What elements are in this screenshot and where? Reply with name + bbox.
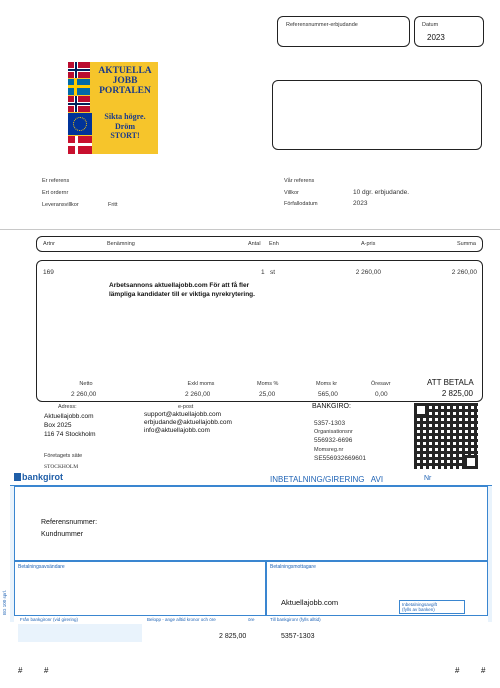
belopp-value: 2 825,00 xyxy=(219,633,247,640)
recipient-address-box xyxy=(272,80,482,150)
reference-number-label: Referensnummer-erbjudande xyxy=(286,22,358,28)
bankgirot-logo: bankgirot xyxy=(14,472,63,482)
reference-area xyxy=(14,486,488,561)
momsreg-label: Momsreg.nr xyxy=(314,447,344,453)
netto-label: Netto xyxy=(79,381,93,387)
row-apris: 2 260,00 xyxy=(355,269,381,276)
col-apris: A-pris xyxy=(361,241,376,247)
bankgiro-label: BANKGIRO: xyxy=(312,403,351,410)
betalningsavsandare-box xyxy=(14,561,266,616)
belopp-label: Belopp - ange alltid kronor och öre xyxy=(147,617,216,622)
leveransvillkor-label: Leveransvillkor xyxy=(42,202,79,208)
norway-flag xyxy=(68,62,90,78)
row-enh: st xyxy=(270,269,276,276)
eu-flag xyxy=(68,113,92,135)
logo-title: AKTUELLA JOBB PORTALEN xyxy=(98,66,152,96)
moms-pct-value: 25,00 xyxy=(259,391,276,398)
var-referens-label: Vår referens xyxy=(284,178,315,184)
moms-pct-label: Moms % xyxy=(257,381,279,387)
betalningsmottagare-box xyxy=(266,561,488,616)
netto-value: 2 260,00 xyxy=(71,391,97,398)
leveransvillkor-value: Fritt xyxy=(108,202,118,208)
ert-ordernr-label: Ert ordernr xyxy=(42,190,69,196)
mottagare-name: Aktuellajobb.com xyxy=(281,598,339,607)
fran-bankgiro-field[interactable] xyxy=(18,624,142,642)
logo-slogan: Sikta högre. Dröm STORT! xyxy=(104,112,146,140)
exkl-moms-label: Exkl moms xyxy=(187,381,215,387)
items-table-header xyxy=(36,236,483,252)
reference-number-box xyxy=(277,16,410,47)
fold-line xyxy=(0,229,500,230)
att-betala-value: 2 825,00 xyxy=(441,389,473,398)
villkor-label: Villkor xyxy=(284,190,299,196)
sweden-flag xyxy=(68,79,90,95)
ocr-hash-4: # xyxy=(481,666,486,675)
ore-label: öre xyxy=(248,617,255,622)
slip-title: INBETALNING/GIRERING AVI xyxy=(270,475,384,484)
date-box xyxy=(414,16,484,47)
inbetalningsavgift-label: Inbetalningsavgift (fylls av banken) xyxy=(399,600,465,614)
slip-shade-right xyxy=(488,486,492,622)
col-benamning: Benämning xyxy=(107,241,135,247)
foretagets-sate-label: Företagets säte xyxy=(44,453,83,459)
moms-kr-value: 565,00 xyxy=(318,391,338,398)
till-bankgiro-label: Till bankgironr (fylls alltid) xyxy=(270,617,321,622)
col-enh: Enh xyxy=(269,241,279,247)
bankgiro-value: 5357-1303 xyxy=(314,420,346,427)
payment-qr-code xyxy=(414,403,478,469)
ocr-hash-1: # xyxy=(18,666,23,675)
slip-nr-label: Nr xyxy=(424,475,432,482)
forfallodatum-value: 2023 xyxy=(353,200,368,207)
col-artnr: Artnr xyxy=(43,241,55,247)
row-antal: 1 xyxy=(261,269,265,276)
date-label: Datum xyxy=(422,22,439,28)
kundnummer-label: Kundnummer xyxy=(41,531,84,538)
items-table-body xyxy=(36,260,483,402)
epost-info[interactable]: info@aktuellajobb.com xyxy=(144,427,210,434)
denmark-flag xyxy=(68,136,92,154)
att-betala-label: ATT BETALA xyxy=(427,378,474,387)
exkl-moms-value: 2 260,00 xyxy=(185,391,211,398)
norway-flag-2 xyxy=(68,96,90,112)
adress-block: Aktuellajobb.com Box 2025 116 74 Stockholm xyxy=(44,413,96,438)
date-value: 2023 xyxy=(427,33,445,42)
foretagets-sate-value: STOCKHOLM xyxy=(44,464,79,470)
orgnr-label: Organisationsnr xyxy=(314,429,353,435)
slip-bottom-row xyxy=(14,616,488,644)
betalningsavsandare-label: Betalningsavsändare xyxy=(18,564,65,570)
company-logo xyxy=(68,62,158,154)
orgnr-value: 556932-6696 xyxy=(314,437,353,444)
epost-support[interactable]: support@aktuellajobb.com xyxy=(144,411,222,418)
slip-side-text: BG 100 sprl. xyxy=(2,589,8,616)
oresavr-value: 0,00 xyxy=(375,391,388,398)
row-description: Arbetsannons aktuellajobb.com För att få fler lämpliga kandidater till er viktiga nyrekrytering. xyxy=(109,282,255,298)
moms-kr-label: Moms kr xyxy=(316,381,338,387)
referensnummer-label: Referensnummer: xyxy=(41,519,98,526)
row-artnr: 169 xyxy=(43,269,54,276)
forfallodatum-label: Förfallodatum xyxy=(284,201,318,207)
ocr-hash-3: # xyxy=(455,666,460,675)
epost-label: e-post xyxy=(178,404,194,410)
bankgirot-logo-mark xyxy=(14,473,21,481)
till-bankgiro-value: 5357-1303 xyxy=(281,633,315,640)
momsreg-value: SE556932669601 xyxy=(314,455,367,462)
villkor-value: 10 dgr. erbjudande. xyxy=(353,189,410,196)
betalningsmottagare-label: Betalningsmottagare xyxy=(270,564,316,570)
fran-bankgiro-label: Från bankgironr (vid girering) xyxy=(20,617,79,622)
adress-label: Adress: xyxy=(58,404,77,410)
ocr-hash-2: # xyxy=(44,666,49,675)
epost-erbjudande[interactable]: erbjudande@aktuellajobb.com xyxy=(144,419,232,426)
col-summa: Summa xyxy=(457,241,476,247)
row-summa: 2 260,00 xyxy=(451,269,477,276)
er-referens-label: Er referens xyxy=(42,178,70,184)
col-antal: Antal xyxy=(248,241,261,247)
oresavr-label: Öresavr xyxy=(371,381,391,387)
epost-block xyxy=(144,411,232,435)
